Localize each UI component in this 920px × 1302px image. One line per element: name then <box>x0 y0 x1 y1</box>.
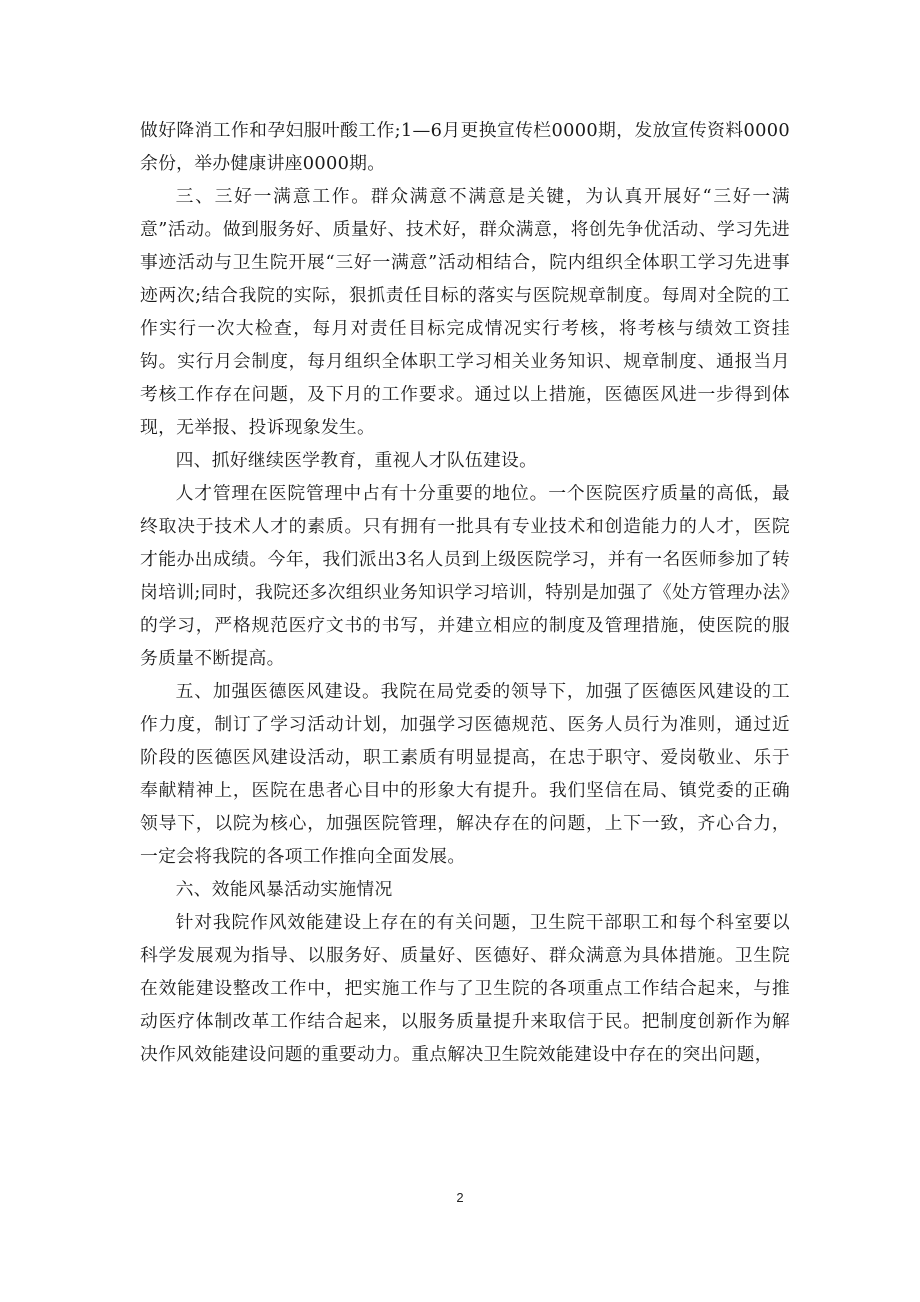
paragraph-medical-ethics: 五、加强医德医风建设。我院在局党委的领导下，加强了医德医风建设的工作力度，制订了学习活动计划，加强学习医德规范、医务人员行为准则，通过近阶段的医德医风建设活动，职工素质有明显提高，在忠于职守、爱岗敬业、乐于奉献精神上，医院在患者心目中的形象大有提升。我们坚信在局、镇党委的正确领导下，以院为核心，加强医院管理，解决存在的问题，上下一致，齐心合力，一定会将我院的各项工作推向全面发展。 <box>140 681 790 867</box>
paragraph-continuation: 做好降消工作和孕妇服叶酸工作;1—6月更换宣传栏0000期，发放宣传资料0000余份，举办健康讲座0000期。 <box>140 120 790 174</box>
paragraph-talent-management: 人才管理在医院管理中占有十分重要的地位。一个医院医疗质量的高低，最终取决于技术人才的素质。只有拥有一批具有专业技术和创造能力的人才，医院才能办出成绩。今年，我们派出3名人员到上级医院学习，并有一名医师参加了转岗培训;同时，我院还多次组织业务知识学习培训，特别是加强了《处方管理办法》的学习，严格规范医疗文书的书写，并建立相应的制度及管理措施，使医院的服务质量不断提高。 <box>140 483 790 669</box>
paragraph-efficiency-measures: 针对我院作风效能建设上存在的有关问题，卫生院干部职工和每个科室要以科学发展观为指导、以服务好、质量好、医德好、群众满意为具体措施。卫生院在效能建设整改工作中，把实施工作与了卫生院的各项重点工作结合起来，与推动医疗体制改革工作结合起来，以服务质量提升来取信于民。把制度创新作为解决作风效能建设问题的重要动力。重点解决卫生院效能建设中存在的突出问题， <box>140 912 790 1065</box>
paragraph-three-good-one-satisfied: 三、三好一满意工作。群众满意不满意是关键，为认真开展好“三好一满意”活动。做到服务好、质量好、技术好，群众满意，将创先争优活动、学习先进事迹活动与卫生院开展“三好一满意”活动相结合，院内组织全体职工学习先进事迹两次;结合我院的实际，狠抓责任目标的落实与医院规章制度。每周对全院的工作实行一次大检查，每月对责任目标完成情况实行考核，将考核与绩效工资挂钩。实行月会制度，每月组织全体职工学习相关业务知识、规章制度、通报当月考核工作存在问题，及下月的工作要求。通过以上措施，医德医风进一步得到体现，无举报、投诉现象发生。 <box>140 186 790 438</box>
paragraph-continuing-education-heading: 四、抓好继续医学教育，重视人才队伍建设。 <box>175 450 538 471</box>
page-number: 2 <box>456 1190 464 1205</box>
paragraph-efficiency-storm-heading: 六、效能风暴活动实施情况 <box>175 879 393 900</box>
document-body <box>140 114 790 1071</box>
